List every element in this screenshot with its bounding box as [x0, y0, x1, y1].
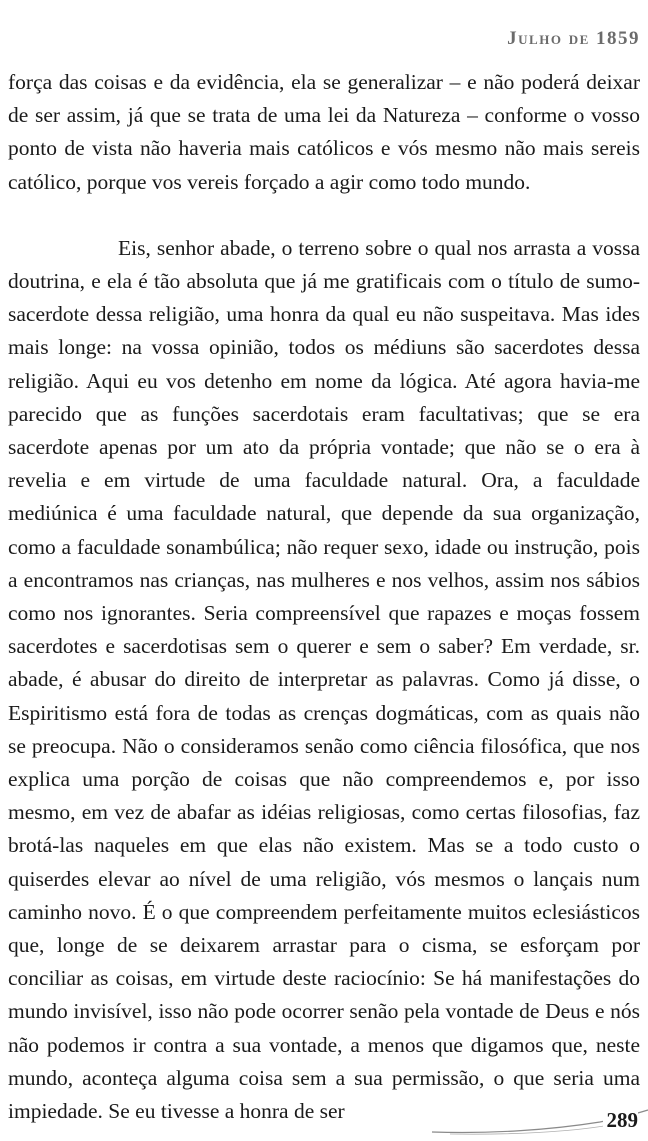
- page-text: [8, 66, 640, 1128]
- paragraph-continuation: força das coisas e da evidência, ela se generalizar – e não poderá deixar de ser assim, já que se trata de uma lei da Natureza – conforme o vosso ponto de vista não haveria mais católicos e vós mesmo não mais sereis católico, porque vos vereis forçado a agir como todo mundo.: [8, 70, 640, 194]
- page-number: 289: [603, 1108, 639, 1133]
- running-head: Julho de 1859: [507, 28, 640, 49]
- paragraph-main: Eis, senhor abade, o terreno sobre o qual nos arrasta a vossa doutrina, e ela é tão absoluta que já me gratificais com o título de sumo-sacerdote dessa religião, uma honra da qual eu não suspeitava. Mas ides mais longe: na vossa opinião, todos os médiuns são sacerdotes dessa religião. Aqui eu vos detenho em nome da lógica. Até agora havia-me parecido que as funções sacerdotais eram facultativas; que se era sacerdote apenas por um ato da própria vontade; que não se o era à revelia e em virtude de uma faculdade natural. Ora, a faculdade mediúnica é uma faculdade natural, que depende da sua organização, como a faculdade sonambúlica; não requer sexo, idade ou instrução, pois a encontramos nas crianças, nas mulheres e nos velhos, assim nos sábios como nos ignorantes. Seria compreensível que rapazes e moças fossem sacerdotes e sacerdotisas sem o querer e sem o saber? Em verdade, sr. abade, é abusar do direito de interpretar as palavras. Como já disse, o Espiritismo está fora de todas as crenças dogmáticas, com as quais não se preocupa. Não o consideramos senão como ciência filosófica, que nos explica uma porção de coisas que não compreendemos e, por isso mesmo, em vez de abafar as idéias religiosas, como certas filosofias, faz brotá-las naqueles em que elas não existem. Mas se a todo custo o quiserdes elevar ao nível de uma religião, vós mesmos o lançais num caminho novo. É o que compreendem perfeitamente muitos eclesiásticos que, longe de se deixarem arrastar para o cisma, se esforçam por conciliar as coisas, em virtude deste raciocínio: Se há manifestações do mundo invisível, isso não pode ocorrer senão pela vontade de Deus e nós não podemos ir contra a sua vontade, a menos que digamos que, neste mundo, aconteça alguma coisa sem a sua permissão, o que seria uma impiedade. Se eu tivesse a honra de ser: [8, 235, 640, 1124]
